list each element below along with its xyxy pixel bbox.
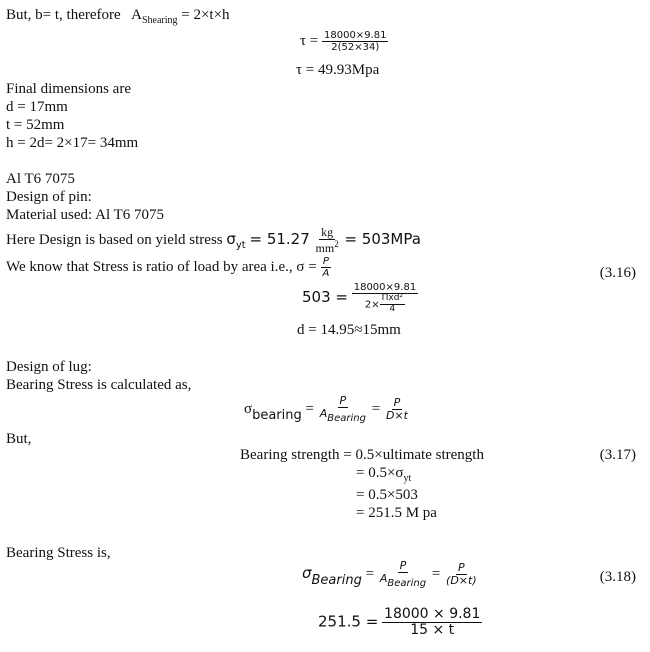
unit-denominator-exponent: 2	[334, 239, 339, 250]
material-used: Material used: Al T6 7075	[6, 207, 165, 223]
pin-heading: Design of pin:	[6, 189, 92, 205]
bearing2-fraction-1-numerator: P	[399, 559, 407, 572]
pin-area-denominator: 4	[389, 303, 396, 314]
equation-number-3-17: (3.17)	[599, 447, 636, 463]
bearing-eq-sign: =	[305, 400, 314, 417]
final-dims-heading: Final dimensions are	[6, 81, 131, 97]
bearing2-fraction-2	[444, 562, 479, 587]
lug-heading: Design of lug:	[6, 359, 92, 375]
final-denominator: 15 × t	[410, 622, 455, 639]
final-numerator: 18000 × 9.81	[384, 606, 481, 622]
pin-lhs: 503 =	[302, 287, 348, 306]
material-title: Al T6 7075	[6, 171, 75, 187]
bearing-stress-equation	[302, 560, 479, 589]
area-subscript: Shearing	[141, 15, 178, 26]
final-lhs: 251.5 =	[318, 612, 379, 631]
bearing-eq-sign-2: =	[371, 400, 381, 417]
bearing2-fraction-2-denominator: (D×t)	[446, 574, 477, 588]
dim-d: d = 17mm	[6, 99, 68, 115]
pin-equation	[302, 282, 418, 315]
stress-ratio-line	[6, 256, 331, 279]
yield-rhs: = 503MPa	[344, 230, 421, 249]
sigma-bearing2-subscript: Bearing	[311, 572, 362, 588]
bearing-stress-heading: Bearing Stress is,	[6, 545, 111, 561]
pin-result: d = 14.95≈15mm	[297, 322, 401, 338]
yield-unit-fraction	[314, 226, 341, 255]
shearing-area-line	[6, 6, 230, 30]
bearing-fraction-2-numerator: P	[393, 395, 401, 409]
bearing-area-subscript: Bearing	[327, 413, 366, 425]
tau-denominator: 2(52×34)	[331, 42, 380, 53]
stress-numerator: P	[322, 256, 329, 267]
sigma-bearing-symbol: σ	[244, 400, 253, 417]
bearing2-eq-sign: =	[365, 565, 375, 582]
final-bearing-equation	[318, 607, 482, 639]
area-symbol: A	[131, 7, 142, 23]
bearing2-eq-sign-2: =	[431, 565, 441, 582]
unit-denominator-base: mm	[315, 241, 335, 256]
stress-text: We know that Stress is ratio of load by area i.e., σ =	[6, 258, 317, 275]
unit-denominator	[314, 240, 341, 255]
bearing-fraction-1-denominator	[318, 408, 368, 424]
strength-step-1	[356, 464, 411, 488]
bearing2-fraction-1	[378, 560, 428, 589]
but-label: But,	[6, 431, 32, 447]
bearing2-area-symbol: A	[379, 572, 388, 586]
tau-numerator: 18000×9.81	[324, 30, 387, 41]
tau-result: τ = 49.93Mpa	[296, 62, 380, 78]
pin-denominator-prefix: 2×	[364, 299, 380, 311]
equation-number-3-18: (3.18)	[599, 569, 636, 585]
sigma-bearing2-symbol: σ	[302, 563, 312, 582]
bearing2-fraction-2-numerator: P	[458, 560, 465, 574]
bearing-fraction-2-denominator: D×t	[385, 409, 408, 423]
strength-step-1-text: = 0.5×σ	[356, 465, 404, 481]
bearing-area-symbol: A	[319, 407, 328, 421]
intro-text: But, b= t, therefore	[6, 7, 121, 23]
sigma-yt-subscript: yt	[235, 240, 246, 252]
bearing2-fraction-1-denominator	[378, 573, 428, 589]
bearing-strength-line: Bearing strength = 0.5×ultimate strength	[240, 447, 484, 463]
equation-number-3-16: (3.16)	[599, 265, 636, 281]
pin-fraction	[352, 282, 418, 315]
bearing-equation	[244, 395, 410, 424]
sigma-yt-symbol: σ	[226, 230, 236, 249]
bearing-fraction-1-numerator: P	[339, 394, 347, 407]
bearing-text: Bearing Stress is calculated as,	[6, 377, 192, 393]
pin-area-fraction	[380, 294, 405, 315]
unit-numerator: kg	[321, 225, 334, 239]
dim-t: t = 52mm	[6, 117, 65, 133]
strength-step-3: = 251.5 M pa	[356, 505, 437, 521]
tau-equation	[300, 30, 388, 53]
sigma-bearing-subscript: bearing	[252, 407, 302, 423]
yield-text: Here Design is based on yield stress	[6, 232, 223, 249]
pin-area-numerator: Πxd²	[381, 293, 404, 303]
final-fraction	[382, 607, 482, 639]
area-rhs: = 2×t×h	[181, 7, 230, 23]
stress-fraction	[320, 256, 331, 279]
yield-stress-line	[6, 226, 421, 255]
yield-value: = 51.27	[249, 230, 310, 249]
bearing2-area-subscript: Bearing	[387, 578, 427, 590]
stress-denominator: A	[322, 268, 330, 279]
tau-fraction	[322, 30, 388, 53]
bearing-fraction-2	[384, 397, 410, 422]
strength-step-1-subscript: yt	[403, 473, 412, 484]
strength-step-2: = 0.5×503	[356, 487, 418, 503]
bearing-fraction-1	[318, 395, 368, 424]
pin-numerator: 18000×9.81	[353, 282, 417, 293]
tau-lhs: τ =	[300, 32, 319, 49]
pin-denominator	[363, 294, 407, 315]
dim-h: h = 2d= 2×17= 34mm	[6, 135, 139, 151]
